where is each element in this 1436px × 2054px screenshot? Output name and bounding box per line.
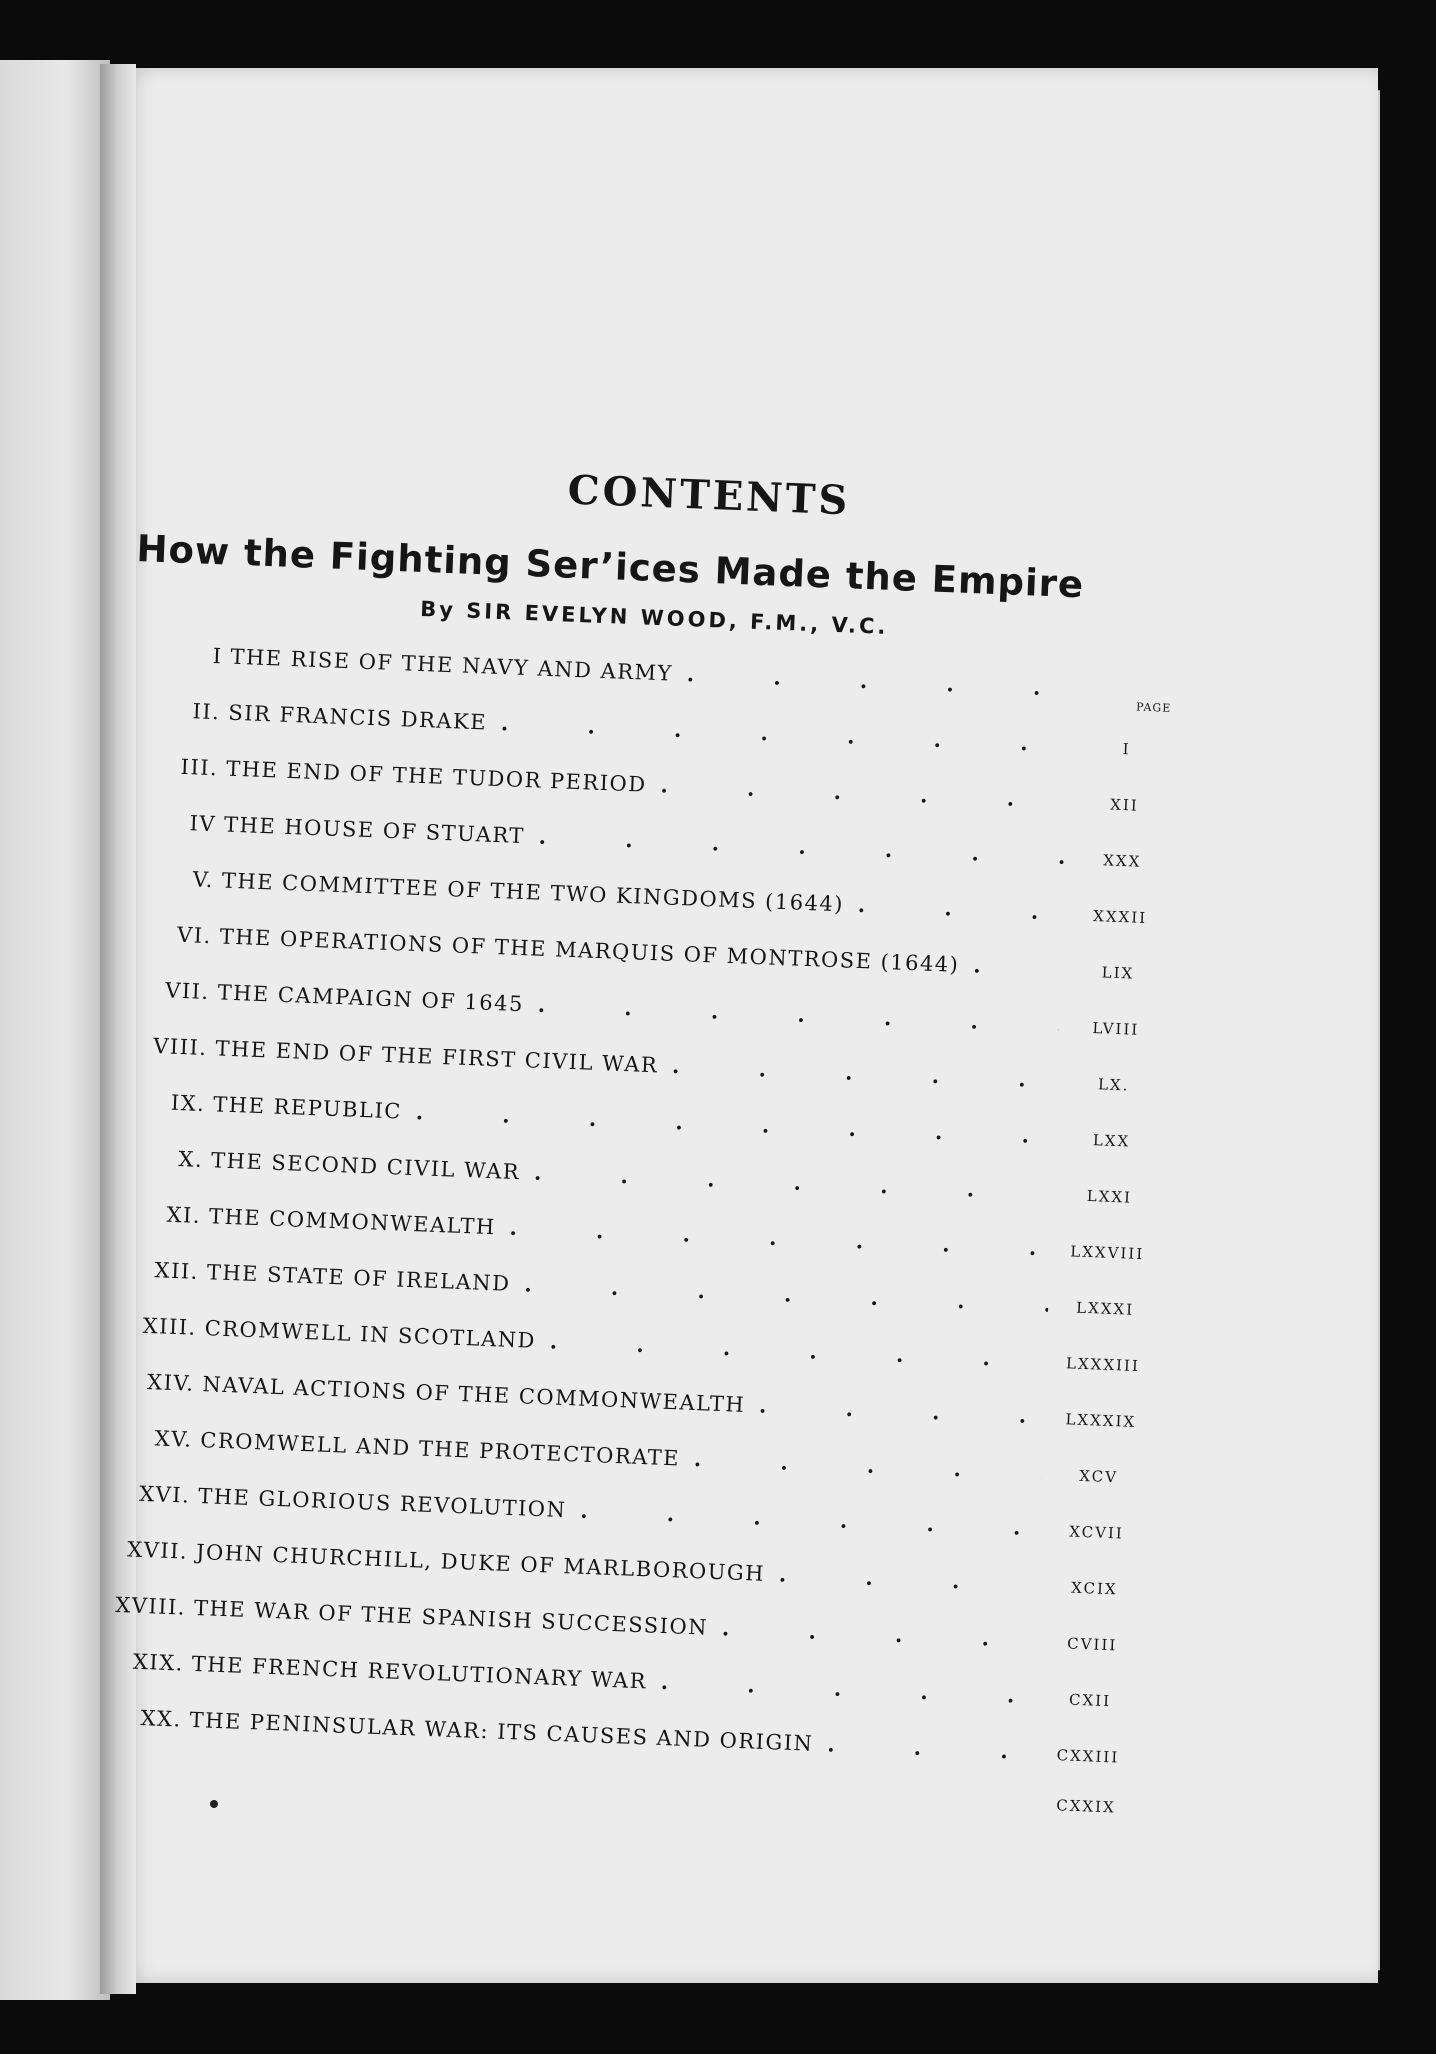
toc-page-number (1086, 697, 1172, 700)
toc-page-number: XXX (1102, 851, 1142, 871)
toc-chapter-number: XII. (154, 1258, 200, 1284)
toc-page-number: XXXII (1092, 906, 1148, 928)
toc-chapter-title: THE SECOND CIVIL WAR (210, 1148, 521, 1185)
toc-chapter-number: I (212, 643, 223, 669)
toc-page-number: LXXXI (1075, 1298, 1135, 1319)
toc-chapter-number: XV. (154, 1426, 193, 1452)
contents-heading: CONTENTS (566, 466, 852, 525)
toc-chapter-title: THE HOUSE OF STUART (223, 812, 526, 849)
toc-leader-dots (686, 661, 1072, 701)
toc-page-number: LXX (1092, 1131, 1131, 1151)
toc-chapter-title: NAVAL ACTIONS OF THE COMMONWEALTH (202, 1372, 746, 1417)
toc-page-number: XCV (1078, 1466, 1119, 1487)
author-byline: By SIR EVELYN WOOD, F.M., V.C. (419, 596, 889, 639)
contents-block (88, 450, 1180, 1855)
toc-page-number: LIX (1101, 963, 1135, 983)
toc-chapter-number: VII. (164, 978, 211, 1005)
toc-chapter-title: THE COMMONWEALTH (208, 1204, 497, 1240)
toc-chapter-title: CROMWELL IN SCOTLAND (204, 1316, 537, 1353)
toc-page-number: CVIII (1066, 1634, 1118, 1655)
toc-chapter-title: CROMWELL AND THE PROTECTORATE (199, 1428, 681, 1471)
book-title: How the Fighting Ser’ices Made the Empire (135, 526, 1085, 607)
toc-chapter-number: XIV. (146, 1369, 196, 1396)
toc-chapter-title: THE COMMITTEE OF THE TWO KINGDOMS (1644) (221, 868, 845, 917)
toc-page-number: XCIX (1070, 1578, 1118, 1599)
toc-chapter-title: THE RISE OF THE NAVY AND ARMY (230, 644, 674, 686)
toc-chapter-title: THE REPUBLIC (212, 1092, 403, 1124)
table-of-contents (88, 640, 1172, 1855)
toc-chapter-number: V. (192, 867, 215, 893)
toc-page-number: CXXIII (1056, 1746, 1120, 1767)
toc-chapter-title: THE STATE OF IRELAND (206, 1260, 511, 1296)
toc-chapter-title: THE END OF THE TUDOR PERIOD (225, 756, 648, 797)
toc-page-number: XII (1109, 795, 1140, 815)
toc-leader-dots (973, 952, 1062, 980)
toc-page-number: LXXI (1086, 1186, 1133, 1207)
ink-mark (210, 1800, 218, 1808)
toc-page-number: XCVII (1068, 1522, 1125, 1543)
toc-chapter-title: THE WAR OF THE SPANISH SUCCESSION (193, 1595, 709, 1640)
toc-chapter-title: SIR FRANCIS DRAKE (227, 700, 488, 735)
toc-chapter-number: XVII. (126, 1537, 189, 1564)
toc-chapter-number (90, 1773, 188, 1777)
toc-page-number: CXXIX (1055, 1796, 1117, 1817)
page-column-label: PAGE (1135, 700, 1172, 715)
toc-chapter-title: THE FRENCH REVOLUTIONARY WAR (191, 1651, 648, 1694)
toc-page-number: LXXVIII (1069, 1242, 1145, 1264)
toc-page-number: LVIII (1092, 1019, 1140, 1039)
toc-chapter-number: VIII. (152, 1033, 208, 1061)
toc-chapter-title: THE CAMPAIGN OF 1645 (217, 980, 525, 1017)
toc-chapter-number: VI. (176, 922, 213, 949)
toc-page-number: LX. (1097, 1075, 1130, 1095)
toc-chapter-number: III. (180, 754, 219, 781)
toc-chapter-number: X. (178, 1147, 204, 1172)
toc-chapter-number: XVIII. (114, 1592, 187, 1620)
toc-chapter-number: XI. (166, 1202, 202, 1228)
toc-chapter-title: JOHN CHURCHILL, DUKE OF MARLBOROUGH (195, 1539, 766, 1586)
toc-chapter-number: XX. (140, 1705, 183, 1732)
toc-page-number: LXXXIX (1065, 1410, 1137, 1431)
toc-chapter-number: XIX. (132, 1649, 185, 1676)
toc-page-number: I (1122, 739, 1131, 759)
toc-chapter-number: XIII. (142, 1313, 198, 1340)
toc-chapter-number: IX. (170, 1090, 206, 1117)
toc-chapter-title: THE PENINSULAR WAR: ITS CAUSES AND ORIGIN (189, 1707, 814, 1756)
toc-chapter-number: XVI. (138, 1481, 191, 1508)
toc-chapter-title: THE GLORIOUS REVOLUTION (197, 1484, 567, 1523)
toc-chapter-number: IV (189, 811, 217, 837)
toc-chapter-title: THE OPERATIONS OF THE MARQUIS OF MONTROSE (1644) (219, 924, 960, 977)
toc-page-number: LXXXIII (1065, 1354, 1141, 1376)
toc-chapter-title: THE END OF THE FIRST CIVIL WAR (215, 1036, 659, 1078)
toc-page-number: CXII (1068, 1690, 1112, 1711)
toc-chapter-number: II. (192, 699, 221, 725)
